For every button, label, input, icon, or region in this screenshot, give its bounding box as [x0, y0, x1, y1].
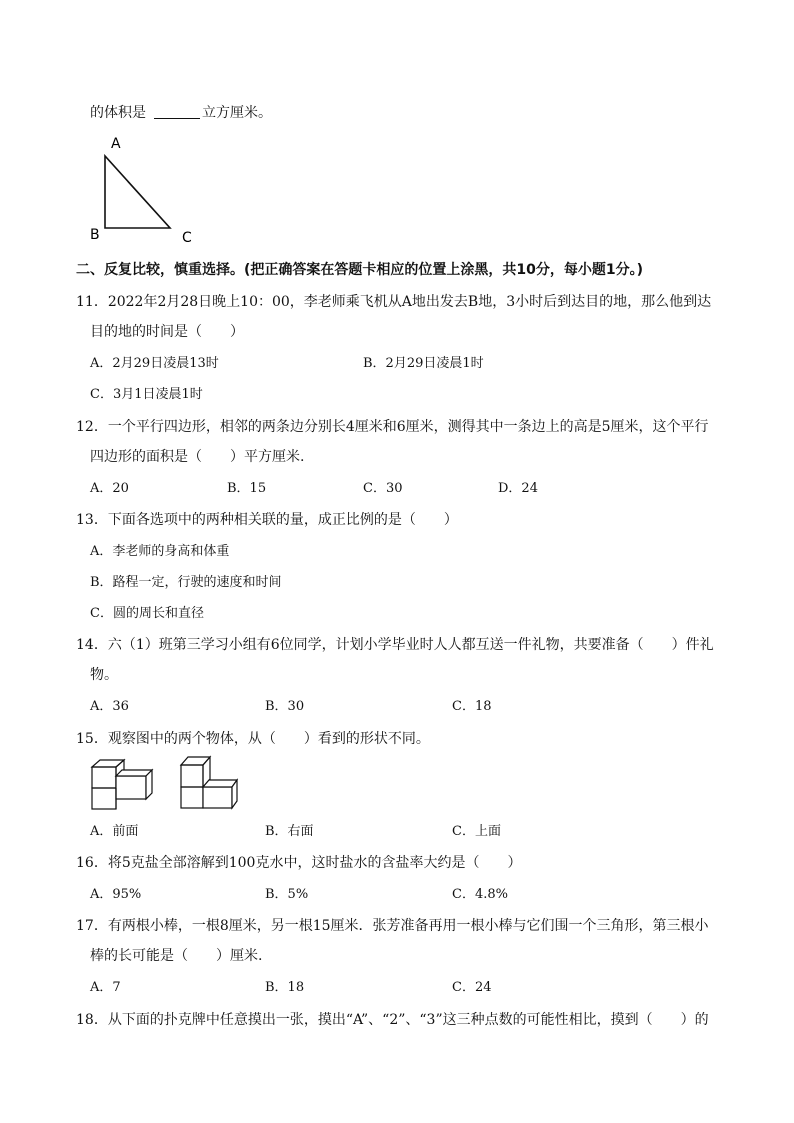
q10-answer-line — [90, 104, 272, 122]
q18-line-1: 18．从下面的扑克牌中任意摸出一张，摸出“A”、“2”、“3”这三种点数的可能性相比，摸到（ ）的 — [76, 1012, 709, 1028]
q15-option-a: A．前面 — [90, 824, 139, 839]
q13-option-c: C．圆的周长和直径 — [90, 606, 204, 621]
q15-option-c: C．上面 — [452, 824, 501, 839]
q14-line-2: 物。 — [90, 667, 118, 683]
q12-line-1: 12．一个平行四边形，相邻的两条边分别长4厘米和6厘米，测得其中一条边上的高是5厘米，这个平行 — [76, 419, 709, 435]
q11-option-a: A．2月29日凌晨13时 — [90, 356, 219, 371]
q11-line-1: 11．2022年2月28日晚上10：00，李老师乘飞机从A地出发去B地，3小时后到达目的地，那么他到达 — [76, 294, 712, 310]
q10-text-post: 立方厘米。 — [202, 105, 272, 121]
q13-option-b: B．路程一定，行驶的速度和时间 — [90, 575, 282, 590]
q17-option-c: C．24 — [452, 980, 492, 995]
q11-line-2: 目的地的时间是（ ） — [90, 324, 244, 340]
q16-option-c: C．4.8% — [452, 887, 508, 902]
q14-option-a: A．36 — [90, 699, 129, 714]
q12-option-c: C．30 — [363, 481, 403, 496]
q15-line-1: 15．观察图中的两个物体，从（ ）看到的形状不同。 — [76, 731, 430, 747]
q10-answer-blank — [154, 104, 200, 119]
q17-option-b: B．18 — [265, 980, 305, 995]
q12-line-2: 四边形的面积是（ ）平方厘米. — [90, 449, 305, 465]
q16-option-b: B．5% — [265, 887, 309, 902]
label-a: A — [111, 136, 121, 152]
section-2-title: 二、反复比较，慎重选择。(把正确答案在答题卡相应的位置上涂黑，共10分，每小题1分。) — [76, 262, 644, 278]
q13-option-a: A．李老师的身高和体重 — [90, 544, 230, 559]
q12-option-b: B．15 — [227, 481, 267, 496]
q13-line-1: 13．下面各选项中的两种相关联的量，成正比例的是（ ） — [76, 512, 458, 528]
triangle-figure — [88, 132, 208, 246]
q14-line-1: 14．六（1）班第三学习小组有6位同学，计划小学毕业时人人都互送一件礼物，共要准备（ ）件礼 — [76, 637, 714, 653]
cube-object-2 — [179, 754, 239, 812]
triangle-shape — [105, 156, 170, 228]
label-c: C — [182, 230, 192, 246]
q12-option-a: A．20 — [90, 481, 129, 496]
q11-option-b: B．2月29日凌晨1时 — [363, 356, 484, 371]
q12-option-d: D．24 — [498, 481, 538, 496]
q14-option-c: C．18 — [452, 699, 492, 714]
q10-text-pre: 的体积是 — [90, 105, 146, 121]
q16-line-1: 16．将5克盐全部溶解到100克水中，这时盐水的含盐率大约是（ ） — [76, 855, 522, 871]
q17-line-2: 棒的长可能是（ ）厘米. — [90, 948, 263, 964]
q16-option-a: A．95% — [90, 887, 142, 902]
label-b: B — [90, 227, 100, 243]
q17-line-1: 17．有两根小棒，一根8厘米，另一根15厘米．张芳准备再用一根小棒与它们围一个三角形，第三根小 — [76, 918, 709, 934]
cube-object-1 — [90, 757, 156, 811]
q14-option-b: B．30 — [265, 699, 305, 714]
q15-option-b: B．右面 — [265, 824, 314, 839]
q17-option-a: A．7 — [90, 980, 121, 995]
q11-option-c: C．3月1日凌晨1时 — [90, 387, 203, 402]
